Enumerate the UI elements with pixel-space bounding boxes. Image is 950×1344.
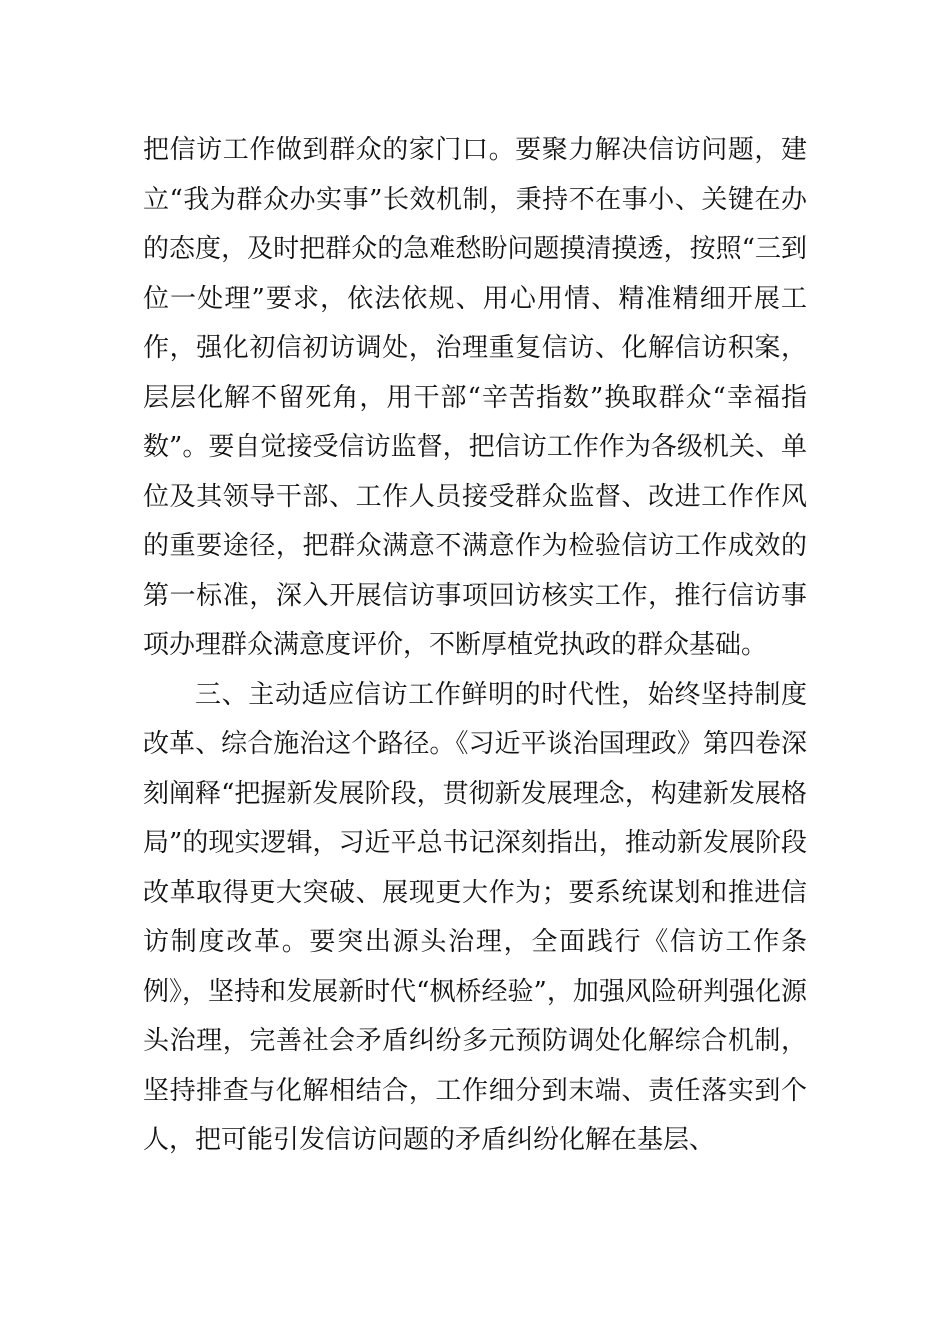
- document-body: [143, 126, 807, 1166]
- body-paragraph-2: 三、主动适应信访工作鲜明的时代性，始终坚持制度改革、综合施治这个路径。《习近平谈治国理政》第四卷深刻阐释“把握新发展阶段，贯彻新发展理念，构建新发展格局”的现实逻辑，习近平总书记深刻指出，推动新发展阶段改革取得更大突破、展现更大作为；要系统谋划和推进信访制度改革。要突出源头治理，全面践行《信访工作条例》，坚持和发展新时代“枫桥经验”，加强风险研判强化源头治理，完善社会矛盾纠纷多元预防调处化解综合机制，坚持排查与化解相结合，工作细分到末端、责任落实到个人，把可能引发信访问题的矛盾纠纷化解在基层、: [143, 679, 807, 1155]
- body-paragraph-1: 把信访工作做到群众的家门口。要聚力解决信访问题，建立“我为群众办实事”长效机制，秉持不在事小、关键在办的态度，及时把群众的急难愁盼问题摸清摸透，按照“三到位一处理”要求，依法依规、用心用情、精准精细开展工作，强化初信初访调处，治理重复信访、化解信访积案，层层化解不留死角，用干部“辛苦指数”换取群众“幸福指数”。要自觉接受信访监督，把信访工作作为各级机关、单位及其领导干部、工作人员接受群众监督、改进工作作风的重要途径，把群众满意不满意作为检验信访工作成效的第一标准，深入开展信访事项回访核实工作，推行信访事项办理群众满意度评价，不断厚植党执政的群众基础。: [143, 135, 807, 660]
